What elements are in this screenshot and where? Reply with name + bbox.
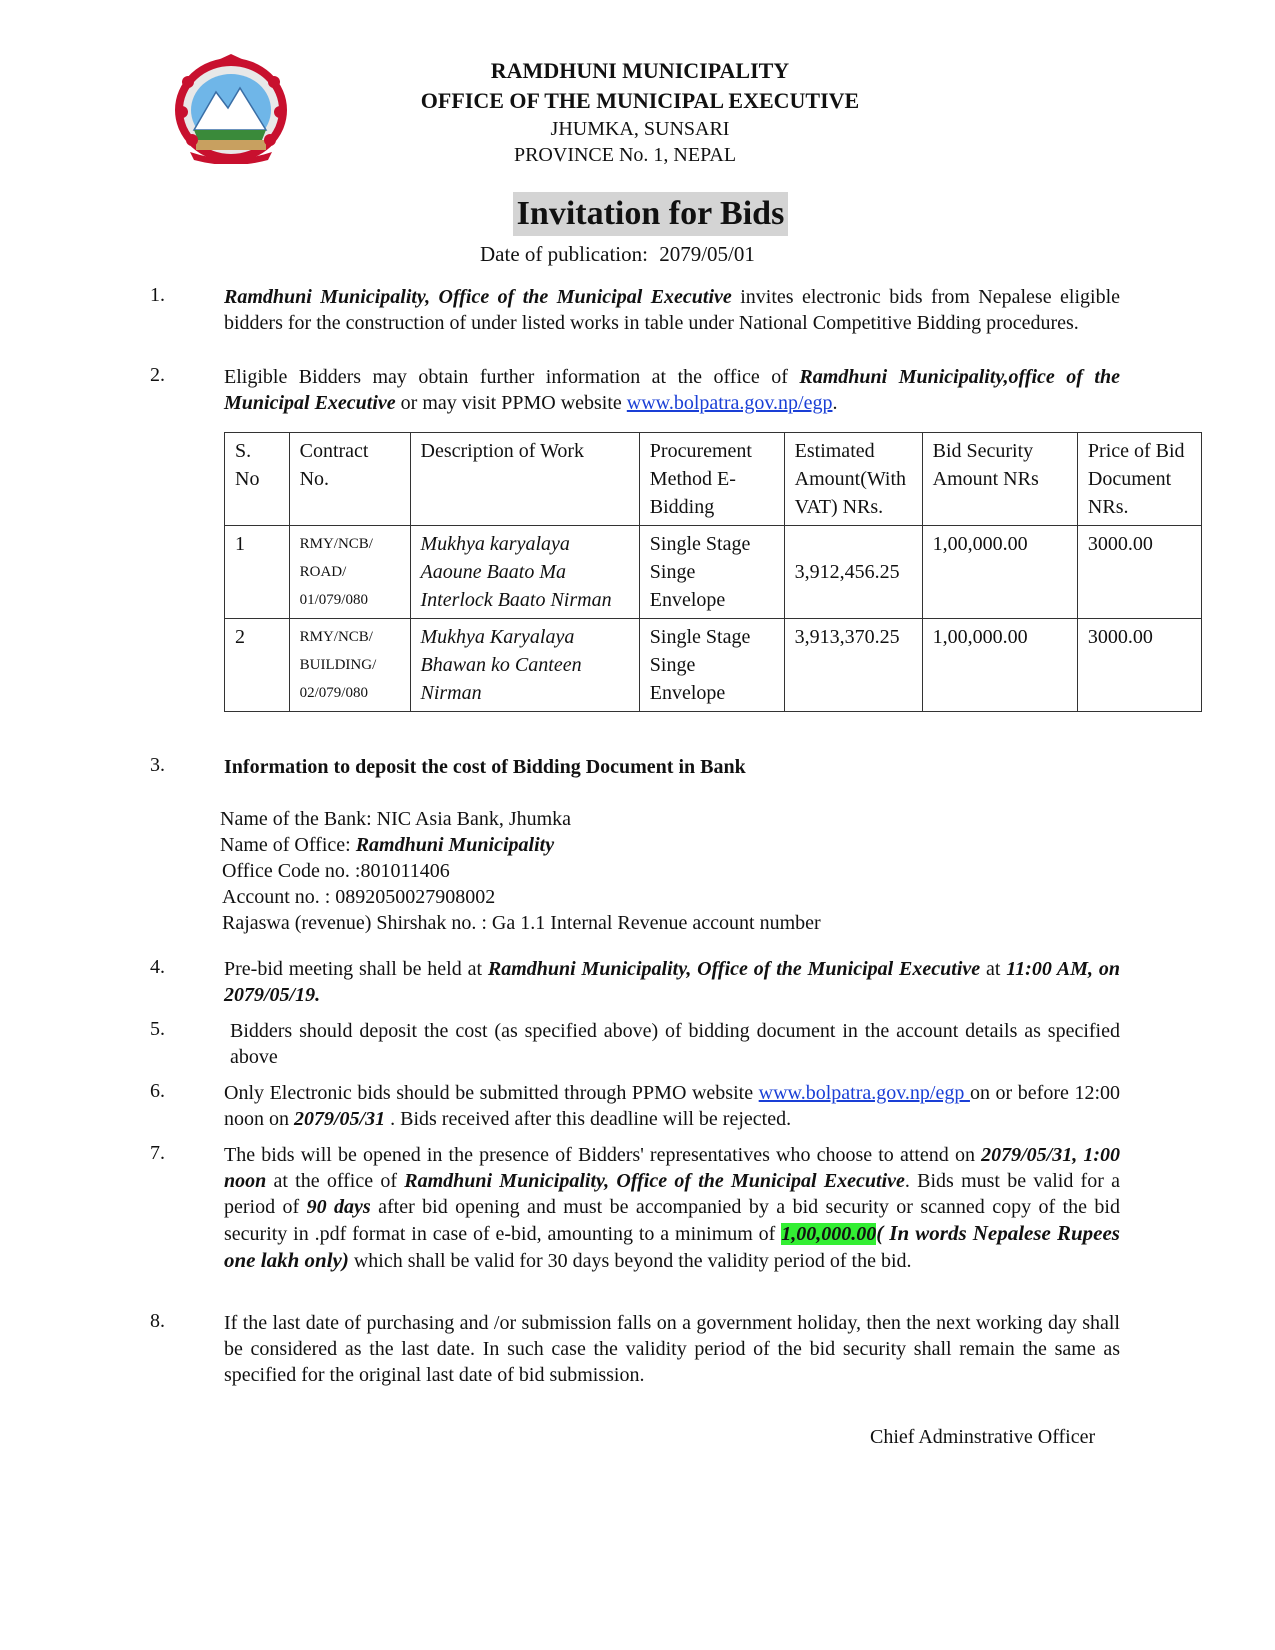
method-line: Singe bbox=[649, 561, 696, 583]
cell-sno: 1 bbox=[225, 526, 290, 619]
clause-body: . Bids must be valid for a period of bbox=[224, 1170, 1120, 1218]
header-description: Description of Work bbox=[410, 433, 639, 526]
cell-contract bbox=[289, 526, 410, 619]
table-header-row bbox=[225, 433, 1202, 526]
ppmo-website-link[interactable]: www.bolpatra.gov.np/egp bbox=[626, 392, 833, 414]
clause-body: . bbox=[832, 392, 838, 414]
letterhead bbox=[330, 56, 950, 168]
cell-method bbox=[639, 526, 784, 619]
clause-bold: 11:00 AM, on 2079/05/19. bbox=[224, 958, 1121, 1006]
header-security: Bid Security Amount NRs bbox=[922, 433, 1077, 526]
header-method: Procurement Method E-Bidding bbox=[639, 433, 784, 526]
contract-line: BUILDING/ bbox=[299, 657, 377, 673]
clause-text: If the last date of purchasing and /or submission falls on a government holiday, then the next working day shall be considered as the last date. In such case the validity period of the bid security shall remain the same as specified for the original last date of bid submission. bbox=[224, 1312, 1120, 1386]
header-estimate: Estimated Amount(With VAT) NRs. bbox=[784, 433, 922, 526]
description-line: Bhawan ko Canteen bbox=[420, 654, 582, 676]
cell-contract bbox=[289, 619, 410, 712]
office-label: Name of Office: bbox=[220, 834, 356, 856]
table-row bbox=[225, 526, 1202, 619]
office-province: PROVINCE No. 1, NEPAL bbox=[513, 144, 737, 166]
description-line: Mukhya Karyalaya bbox=[420, 626, 575, 648]
clause-bold: 90 days bbox=[306, 1196, 371, 1218]
method-line: Envelope bbox=[649, 682, 726, 704]
cell-price: 3000.00 bbox=[1077, 526, 1201, 619]
contract-line: RMY/NCB/ bbox=[299, 629, 373, 645]
method-line: Envelope bbox=[649, 589, 726, 611]
signature-title: Chief Adminstrative Officer bbox=[870, 1426, 1096, 1448]
description-line: Mukhya karyalaya bbox=[420, 533, 570, 555]
cell-security: 1,00,000.00 bbox=[922, 619, 1077, 712]
clause-heading: Information to deposit the cost of Bidding Document in Bank bbox=[224, 756, 746, 778]
clause-bold: Ramdhuni Municipality, Office of the Municipal Executive bbox=[224, 286, 732, 308]
ppmo-website-link[interactable]: www.bolpatra.gov.np/egp bbox=[758, 1082, 970, 1104]
bank-label: Name of the Bank: bbox=[220, 808, 377, 830]
clause-number: 2. bbox=[150, 364, 165, 386]
clause-bold: Ramdhuni Municipality, Office of the Municipal Executive bbox=[404, 1170, 905, 1192]
header-contract: Contract No. bbox=[289, 433, 410, 526]
page-title: Invitation for Bids bbox=[513, 192, 789, 236]
contract-line: RMY/NCB/ bbox=[299, 536, 373, 552]
contract-line: 02/079/080 bbox=[299, 685, 368, 701]
clause-bold: 2079/05/31, 1:00 noon bbox=[224, 1144, 1120, 1192]
clause-text bbox=[224, 956, 1120, 1008]
office-code: Office Code no. :801011406 bbox=[222, 860, 450, 882]
bank-value: NIC Asia Bank, Jhumka bbox=[376, 808, 572, 830]
office-location: JHUMKA, SUNSARI bbox=[550, 118, 730, 140]
cell-estimate: 3,913,370.25 bbox=[784, 619, 922, 712]
clause-number: 5. bbox=[150, 1018, 165, 1040]
publication-date bbox=[480, 242, 755, 267]
clause-text bbox=[224, 364, 1120, 416]
clause-number: 1. bbox=[150, 284, 165, 306]
clause-body: Eligible Bidders may obtain further information at the office of bbox=[224, 366, 800, 388]
description-line: Aaoune Baato Ma bbox=[420, 561, 567, 583]
cell-security: 1,00,000.00 bbox=[922, 526, 1077, 619]
works-table bbox=[224, 432, 1202, 712]
clause-bold: ( In words Nepalese Rupees one lakh only) bbox=[224, 1221, 1120, 1272]
method-line: Single Stage bbox=[649, 626, 751, 648]
header-price: Price of Bid Document NRs. bbox=[1077, 433, 1201, 526]
clause-number: 3. bbox=[150, 754, 165, 776]
clause-body: invites electronic bids from Nepalese eligible bidders for the construction of under listed works in table under National Competitive Bidding procedures. bbox=[224, 286, 1121, 334]
method-line: Single Stage bbox=[649, 533, 751, 555]
highlighted-amount: 1,00,000.00 bbox=[781, 1223, 877, 1245]
clause-body: Only Electronic bids should be submitted through PPMO website bbox=[224, 1082, 759, 1104]
clause-text bbox=[224, 1142, 1120, 1274]
clause-body: at the office of bbox=[266, 1170, 405, 1192]
description-line: Interlock Baato Nirman bbox=[420, 589, 612, 611]
contract-line: 01/079/080 bbox=[299, 592, 368, 608]
clause-number: 8. bbox=[150, 1310, 165, 1332]
cell-description bbox=[410, 526, 639, 619]
office-value: Ramdhuni Municipality bbox=[355, 834, 555, 856]
clause-bold: Ramdhuni Municipality, Office of the Municipal Executive bbox=[487, 958, 981, 980]
clause-body: Pre-bid meeting shall be held at bbox=[224, 958, 488, 980]
clause-body: on or before 12:00 noon on bbox=[224, 1082, 1120, 1130]
clause-text bbox=[224, 284, 1120, 336]
clause-number: 7. bbox=[150, 1142, 165, 1164]
clause-text bbox=[224, 1080, 1120, 1132]
description-line: Nirman bbox=[420, 682, 482, 704]
clause-body: which shall be valid for 30 days beyond the validity period of the bid. bbox=[348, 1250, 912, 1272]
cell-estimate: 3,912,456.25 bbox=[784, 526, 922, 619]
cell-description bbox=[410, 619, 639, 712]
account-number: Account no. : 0892050027908002 bbox=[222, 886, 496, 908]
cell-sno: 2 bbox=[225, 619, 290, 712]
publication-label: Date of publication: bbox=[480, 242, 648, 266]
contract-line: ROAD/ bbox=[299, 564, 347, 580]
revenue-heading: Rajaswa (revenue) Shirshak no. : Ga 1.1 Internal Revenue account number bbox=[222, 912, 821, 934]
clause-body: or may visit PPMO website bbox=[395, 392, 627, 414]
office-name: OFFICE OF THE MUNICIPAL EXECUTIVE bbox=[420, 88, 860, 113]
clause-bold: 2079/05/31 bbox=[294, 1108, 386, 1130]
clause-number: 6. bbox=[150, 1080, 165, 1102]
method-line: Singe bbox=[649, 654, 696, 676]
municipality-name: RAMDHUNI MUNICIPALITY bbox=[490, 58, 790, 83]
clause-number: 4. bbox=[150, 956, 165, 978]
clause-bold: Ramdhuni Municipality,office of the Municipal Executive bbox=[224, 366, 1120, 414]
clause-text: Bidders should deposit the cost (as specified above) of bidding document in the account details as specified above bbox=[230, 1020, 1120, 1068]
table-row bbox=[225, 619, 1202, 712]
header-sno: S. No bbox=[225, 433, 290, 526]
publication-value: 2079/05/01 bbox=[659, 242, 755, 266]
bank-details bbox=[220, 806, 821, 936]
clause-body: . Bids received after this deadline will be rejected. bbox=[385, 1108, 792, 1130]
cell-price: 3000.00 bbox=[1077, 619, 1201, 712]
cell-method bbox=[639, 619, 784, 712]
clause-body: The bids will be opened in the presence of Bidders' representatives who choose to attend on bbox=[224, 1144, 982, 1166]
nepal-emblem-icon bbox=[168, 52, 294, 164]
clause-body: at bbox=[980, 958, 1007, 980]
clause-body: after bid opening and must be accompanied by a bid security or scanned copy of the bid security in .pdf format in case of e-bid, amounting to a minimum of bbox=[224, 1196, 1120, 1245]
